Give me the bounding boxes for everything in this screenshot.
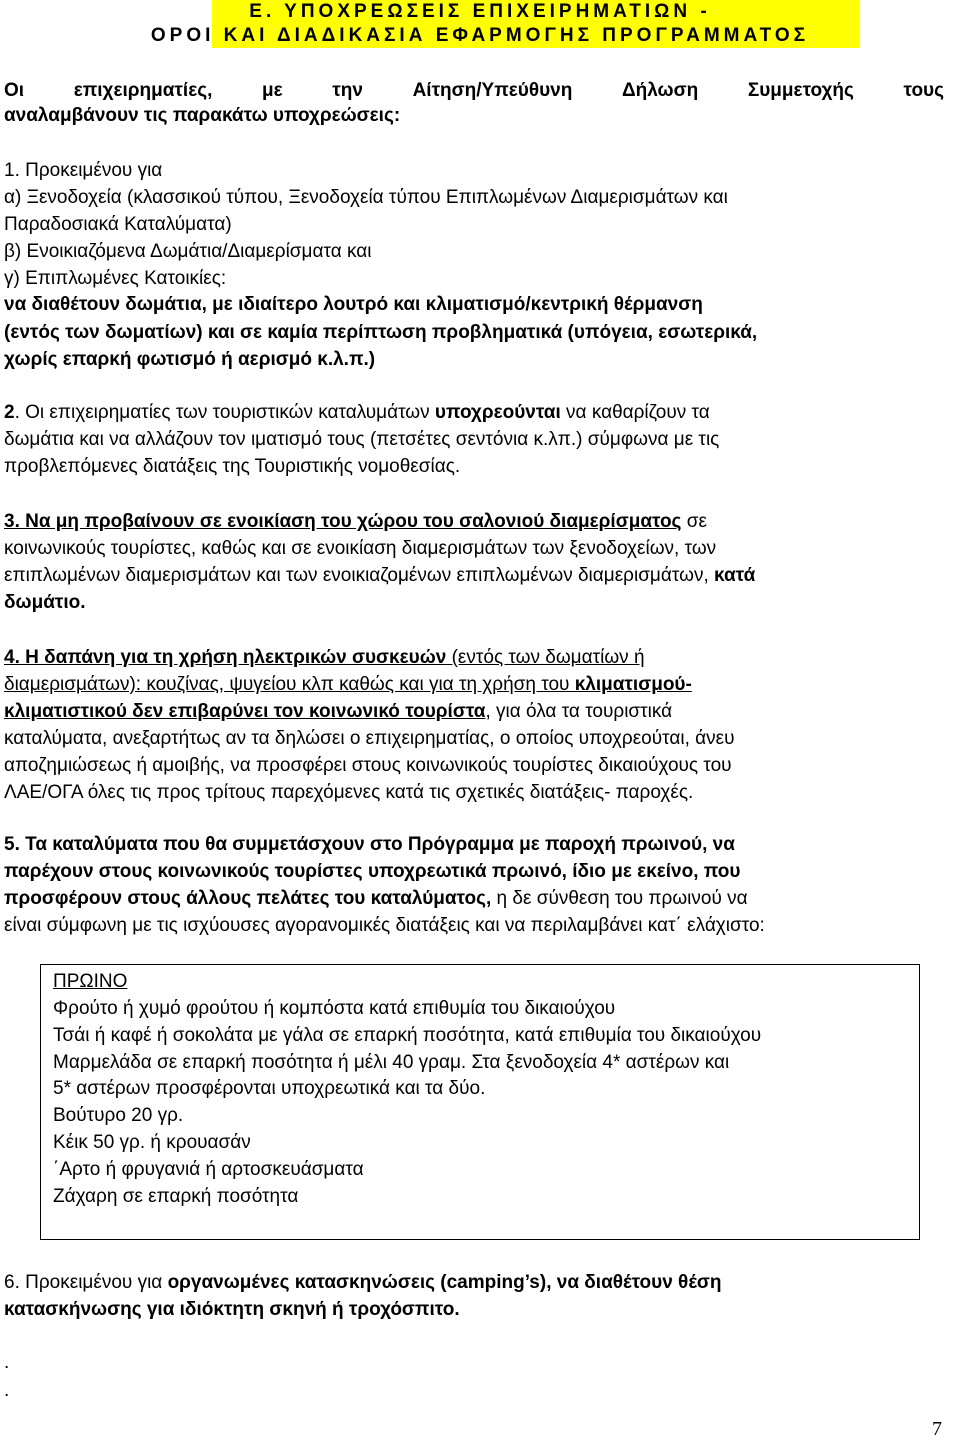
- item1-line3: Παραδοσιακά Καταλύματα): [4, 214, 232, 235]
- page-number: 7: [932, 1418, 942, 1440]
- breakfast-item: Φρούτο ή χυμό φρούτου ή κομπόστα κατά επιθυμία του δικαιούχου: [53, 998, 616, 1019]
- item5-line1: 5. Τα καταλύματα που θα συμμετάσχουν στο Πρόγραμμα με παροχή πρωινού, να: [4, 834, 735, 855]
- breakfast-box: [40, 964, 920, 1240]
- trailing-dot: .: [4, 1352, 10, 1373]
- breakfast-item: Βούτυρο 20 γρ.: [53, 1105, 184, 1126]
- item3-line4: δωμάτιο.: [4, 592, 86, 613]
- item5-line2: παρέχουν στους κοινωνικούς τουρίστες υποχρεωτικά πρωινό, ίδιο με εκείνο, που: [4, 861, 741, 882]
- item3-line3: επιπλωμένων διαμερισμάτων και των ενοικιαζομένων επιπλωμένων διαμερισμάτων, κατά: [4, 565, 756, 586]
- section-title-line1: Ε. ΥΠΟΧΡΕΩΣΕΙΣ ΕΠΙΧΕΙΡΗΜΑΤΙΩΝ -: [249, 1, 711, 22]
- item4-line5: αποζημιώσεως ή αμοιβής, να προσφέρει στους κοινωνικούς τουρίστες δικαιούχους του: [4, 755, 732, 776]
- item1-line1: 1. Προκειμένου για: [4, 160, 163, 181]
- item2-line3: προβλεπόμενες διατάξεις της Τουριστικής νομοθεσίας.: [4, 456, 461, 477]
- item1-line5: γ) Επιπλωμένες Κατοικίες:: [4, 268, 227, 289]
- item6-line1: 6. Προκειμένου για οργανωμένες κατασκηνώσεις (camping’s), να διαθέτουν θέση: [4, 1272, 722, 1293]
- item1-line8: χωρίς επαρκή φωτισμό ή αερισμό κ.λ.π.): [4, 349, 376, 370]
- item1-line6: να διαθέτουν δωμάτια, με ιδιαίτερο λουτρό και κλιματισμό/κεντρική θέρμανση: [4, 294, 703, 315]
- item4-line1: 4. Η δαπάνη για τη χρήση ηλεκτρικών συσκευών (εντός των δωματίων ή: [4, 647, 645, 668]
- item2-line2: δωμάτια και να αλλάζουν τον ιματισμό τους (πετσέτες σεντόνια κ.λπ.) σύμφωνα με τις: [4, 429, 720, 450]
- item5-line3: προσφέρουν στους άλλους πελάτες του καταλύματος, η δε σύνθεση του πρωινού να: [4, 888, 748, 909]
- item4-line4: καταλύματα, ανεξαρτήτως αν τα δηλώσει ο επιχειρηματίας, ο οποίος υποχρεούται, άνευ: [4, 728, 735, 749]
- trailing-dot: .: [4, 1380, 10, 1401]
- breakfast-item: Κέικ 50 γρ. ή κρουασάν: [53, 1132, 251, 1153]
- breakfast-title: ΠΡΩΙΝΟ: [53, 971, 128, 992]
- item5-line4: είναι σύμφωνη με τις ισχύουσες αγορανομικές διατάξεις και να περιλαμβάνει κατ΄ ελάχιστο:: [4, 915, 765, 936]
- item4-line2: διαμερισμάτων): κουζίνας, ψυγείου κλπ καθώς και για τη χρήση του κλιματισμού-: [4, 674, 692, 695]
- intro-line2: αναλαμβάνουν τις παρακάτω υποχρεώσεις:: [4, 105, 401, 126]
- item3-line2: κοινωνικούς τουρίστες, καθώς και σε ενοικίαση διαμερισμάτων των ξενοδοχείων, των: [4, 538, 717, 559]
- item3-line1: 3. Να μη προβαίνουν σε ενοικίαση του χώρου του σαλονιού διαμερίσματος σε: [4, 511, 707, 532]
- item1-line7: (εντός των δωματίων) και σε καμία περίπτωση προβληματικά (υπόγεια, εσωτερικά,: [4, 322, 758, 343]
- intro-line1: Οι επιχειρηματίες, με την Αίτηση/Υπεύθυνη Δήλωση Συμμετοχής τους: [4, 80, 944, 101]
- breakfast-item: Τσάι ή καφέ ή σοκολάτα με γάλα σε επαρκή ποσότητα, κατά επιθυμία του δικαιούχου: [53, 1025, 762, 1046]
- item1-line4: β) Ενοικιαζόμενα Δωμάτια/Διαμερίσματα και: [4, 241, 372, 262]
- item6-line2: κατασκήνωσης για ιδιόκτητη σκηνή ή τροχόσπιτο.: [4, 1299, 460, 1320]
- section-title-line2: ΟΡΟΙ ΚΑΙ ΔΙΑΔΙΚΑΣΙΑ ΕΦΑΡΜΟΓΗΣ ΠΡΟΓΡΑΜΜΑΤΟΣ: [150, 25, 810, 46]
- breakfast-item: Μαρμελάδα σε επαρκή ποσότητα ή μέλι 40 γραμ. Στα ξενοδοχεία 4* αστέρων και: [53, 1052, 730, 1073]
- breakfast-item: ΄Αρτο ή φρυγανιά ή αρτοσκευάσματα: [53, 1159, 364, 1180]
- item1-line2: α) Ξενοδοχεία (κλασσικού τύπου, Ξενοδοχεία τύπου Επιπλωμένων Διαμερισμάτων και: [4, 187, 728, 208]
- item4-line6: ΛΑΕ/ΟΓΑ όλες τις προς τρίτους παρεχόμενες κατά τις σχετικές διατάξεις- παροχές.: [4, 782, 694, 803]
- item4-line3: κλιματιστικού δεν επιβαρύνει τον κοινωνικό τουρίστα, για όλα τα τουριστικά: [4, 701, 673, 722]
- breakfast-item: 5* αστέρων προσφέρονται υποχρεωτικά και τα δύο.: [53, 1078, 486, 1099]
- item2-line1: 2. Οι επιχειρηματίες των τουριστικών καταλυμάτων υποχρεούνται να καθαρίζουν τα: [4, 402, 710, 423]
- breakfast-item: Ζάχαρη σε επαρκή ποσότητα: [53, 1186, 299, 1207]
